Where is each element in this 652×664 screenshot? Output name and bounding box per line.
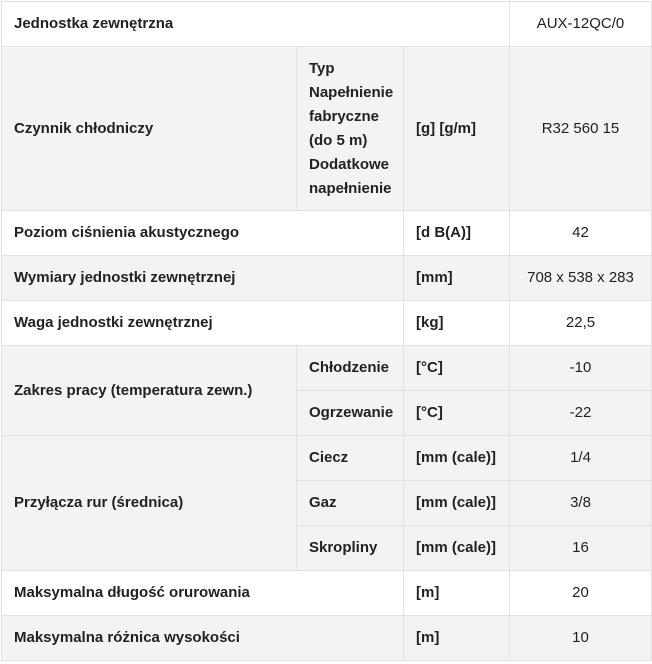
dimensions-unit: [mm]: [404, 256, 510, 301]
heating-unit: [°C]: [404, 391, 510, 436]
max-height-diff-unit: [m]: [404, 616, 510, 661]
refrigerant-sub-labels: [297, 47, 404, 211]
cooling-unit: [°C]: [404, 346, 510, 391]
liquid-label: Ciecz: [297, 436, 404, 481]
sound-label: Poziom ciśnienia akustycznego: [2, 211, 404, 256]
max-pipe-length-label: Maksymalna długość orurowania: [2, 571, 404, 616]
dimensions-label: Wymiary jednostki zewnętrznej: [2, 256, 404, 301]
refrigerant-label: Czynnik chłodniczy: [2, 47, 297, 211]
spec-table: [1, 1, 652, 661]
gas-label: Gaz: [297, 481, 404, 526]
operating-range-label: Zakres pracy (temperatura zewn.): [2, 346, 297, 436]
model-cell: AUX-12QC/0: [510, 2, 652, 47]
sound-unit: [d B(A)]: [404, 211, 510, 256]
weight-unit: [kg]: [404, 301, 510, 346]
max-height-diff-label: Maksymalna różnica wysokości: [2, 616, 404, 661]
sound-value: 42: [510, 211, 652, 256]
table-row-dimensions: [2, 256, 652, 301]
table-row-weight: [2, 301, 652, 346]
max-pipe-length-value: 20: [510, 571, 652, 616]
table-row-max-pipe-length: [2, 571, 652, 616]
max-height-diff-value: 10: [510, 616, 652, 661]
gas-unit: [mm (cale)]: [404, 481, 510, 526]
condensate-label: Skropliny: [297, 526, 404, 571]
condensate-unit: [mm (cale)]: [404, 526, 510, 571]
table-row-cooling: [2, 346, 652, 391]
refrigerant-unit: [g] [g/m]: [404, 47, 510, 211]
cooling-value: -10: [510, 346, 652, 391]
max-pipe-length-unit: [m]: [404, 571, 510, 616]
liquid-unit: [mm (cale)]: [404, 436, 510, 481]
liquid-value: 1/4: [510, 436, 652, 481]
heating-value: -22: [510, 391, 652, 436]
table-row-refrigerant: [2, 47, 652, 211]
table-row-liquid: [2, 436, 652, 481]
refrigerant-sub-line: fabryczne: [309, 107, 380, 125]
cooling-label: Chłodzenie: [297, 346, 404, 391]
table-row-unit: [2, 2, 652, 47]
condensate-value: 16: [510, 526, 652, 571]
refrigerant-sub-line: Napełnienie: [309, 83, 394, 101]
header-title-cell: Jednostka zewnętrzna: [2, 2, 510, 47]
table-row-sound: [2, 211, 652, 256]
table-row-max-height-diff: [2, 616, 652, 661]
dimensions-value: 708 x 538 x 283: [510, 256, 652, 301]
refrigerant-sub-line: Dodatkowe: [309, 155, 390, 173]
weight-value: 22,5: [510, 301, 652, 346]
refrigerant-sub-line: (do 5 m): [309, 131, 368, 149]
gas-value: 3/8: [510, 481, 652, 526]
weight-label: Waga jednostki zewnętrznej: [2, 301, 404, 346]
refrigerant-sub-line: napełnienie: [309, 179, 392, 197]
refrigerant-sub-line: Typ: [309, 59, 335, 77]
pipe-connections-label: Przyłącza rur (średnica): [2, 436, 297, 571]
heating-label: Ogrzewanie: [297, 391, 404, 436]
refrigerant-value: R32 560 15: [510, 47, 652, 211]
